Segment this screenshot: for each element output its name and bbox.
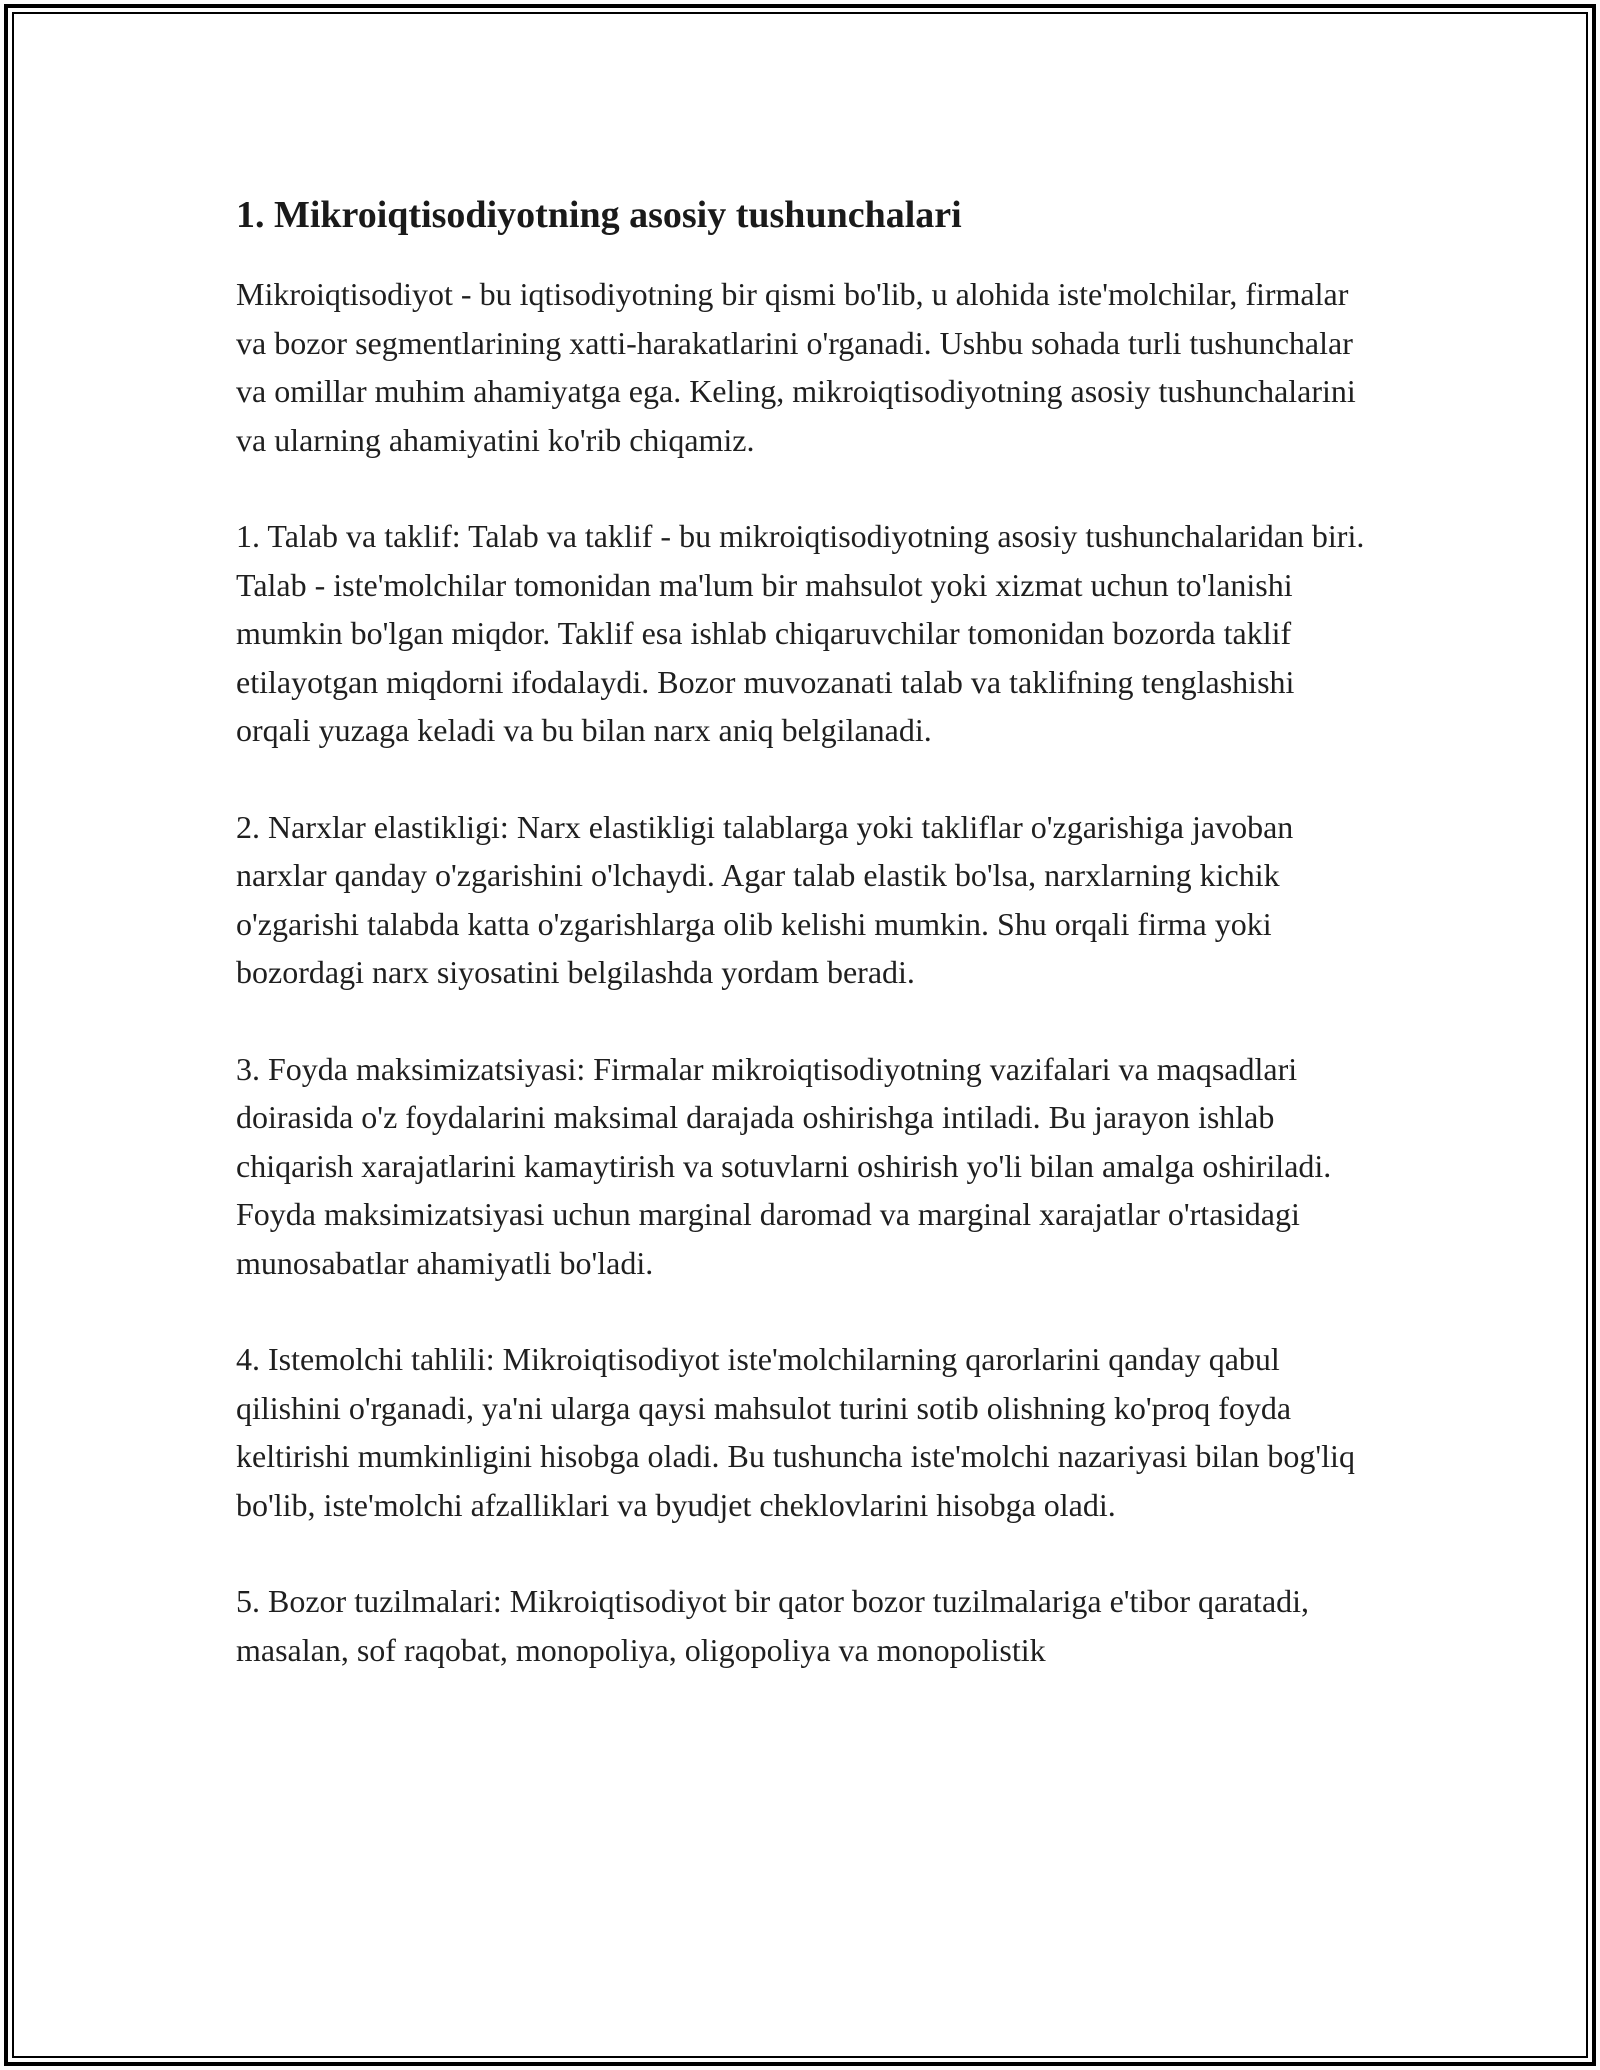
document-title: 1. Mikroiqtisodiyotning asosiy tushunchalari xyxy=(236,194,962,236)
paragraph-demand-supply: 1. Talab va taklif: Talab va taklif - bu mikroiqtisodiyotning asosiy tushunchalaridan biri. Talab - iste'molchilar tomonidan ma'lum bir mahsulot yoki xizmat uchun to'lanishi mumkin bo'lgan miqdor. Taklif esa ishlab chiqaruvchilar tomonidan bozorda taklif etilayotgan miqdorni ifodalaydi. Bozor muvozanati talab va taklifning tenglashishi orqali yuzaga keladi va bu bilan narx aniq belgilanadi. xyxy=(236,518,1365,748)
paragraph-consumer-analysis: 4. Istemolchi tahlili: Mikroiqtisodiyot iste'molchilarning qarorlarini qanday qabul qilishini o'rganadi, ya'ni ularga qaysi mahsulot turini sotib olishning ko'proq foyda keltirishi mumkinligini hisobga oladi. Bu tushuncha iste'molchi nazariyasi bilan bog'liq bo'lib, iste'molchi afzalliklari va byudjet cheklovlarini hisobga oladi. xyxy=(236,1341,1355,1523)
paragraph-price-elasticity: 2. Narxlar elastikligi: Narx elastikligi talablarga yoki takliflar o'zgarishiga javoban narxlar qanday o'zgarishini o'lchaydi. Agar talab elastik bo'lsa, narxlarning kichik o'zgarishi talabda katta o'zgarishlarga olib kelishi mumkin. Shu orqali firma yoki bozordagi narx siyosatini belgilashda yordam beradi. xyxy=(236,808,1294,990)
document-body xyxy=(236,186,1366,1722)
paragraph-intro: Mikroiqtisodiyot - bu iqtisodiyotning bir qismi bo'lib, u alohida iste'molchilar, firmalar va bozor segmentlarining xatti-harakatlarini o'rganadi. Ushbu sohada turli tushunchalar va omillar muhim ahamiyatga ega. Keling, mikroiqtisodiyotning asosiy tushunchalarini va ularning ahamiyatini ko'rib chiqamiz. xyxy=(236,276,1356,458)
paragraph-market-structures: 5. Bozor tuzilmalari: Mikroiqtisodiyot bir qator bozor tuzilmalariga e'tibor qaratadi, masalan, sof raqobat, monopoliya, oligopoliya va monopolistik xyxy=(236,1583,1310,1668)
paragraph-profit-maximization: 3. Foyda maksimizatsiyasi: Firmalar mikroiqtisodiyotning vazifalari va maqsadlari doirasida o'z foydalarini maksimal darajada oshirishga intiladi. Bu jarayon ishlab chiqarish xarajatlarini kamaytirish va sotuvlarni oshirish yo'li bilan amalga oshiriladi. Foyda maksimizatsiyasi uchun marginal daromad va marginal xarajatlar o'rtasidagi munosabatlar ahamiyatli bo'ladi. xyxy=(236,1050,1332,1281)
